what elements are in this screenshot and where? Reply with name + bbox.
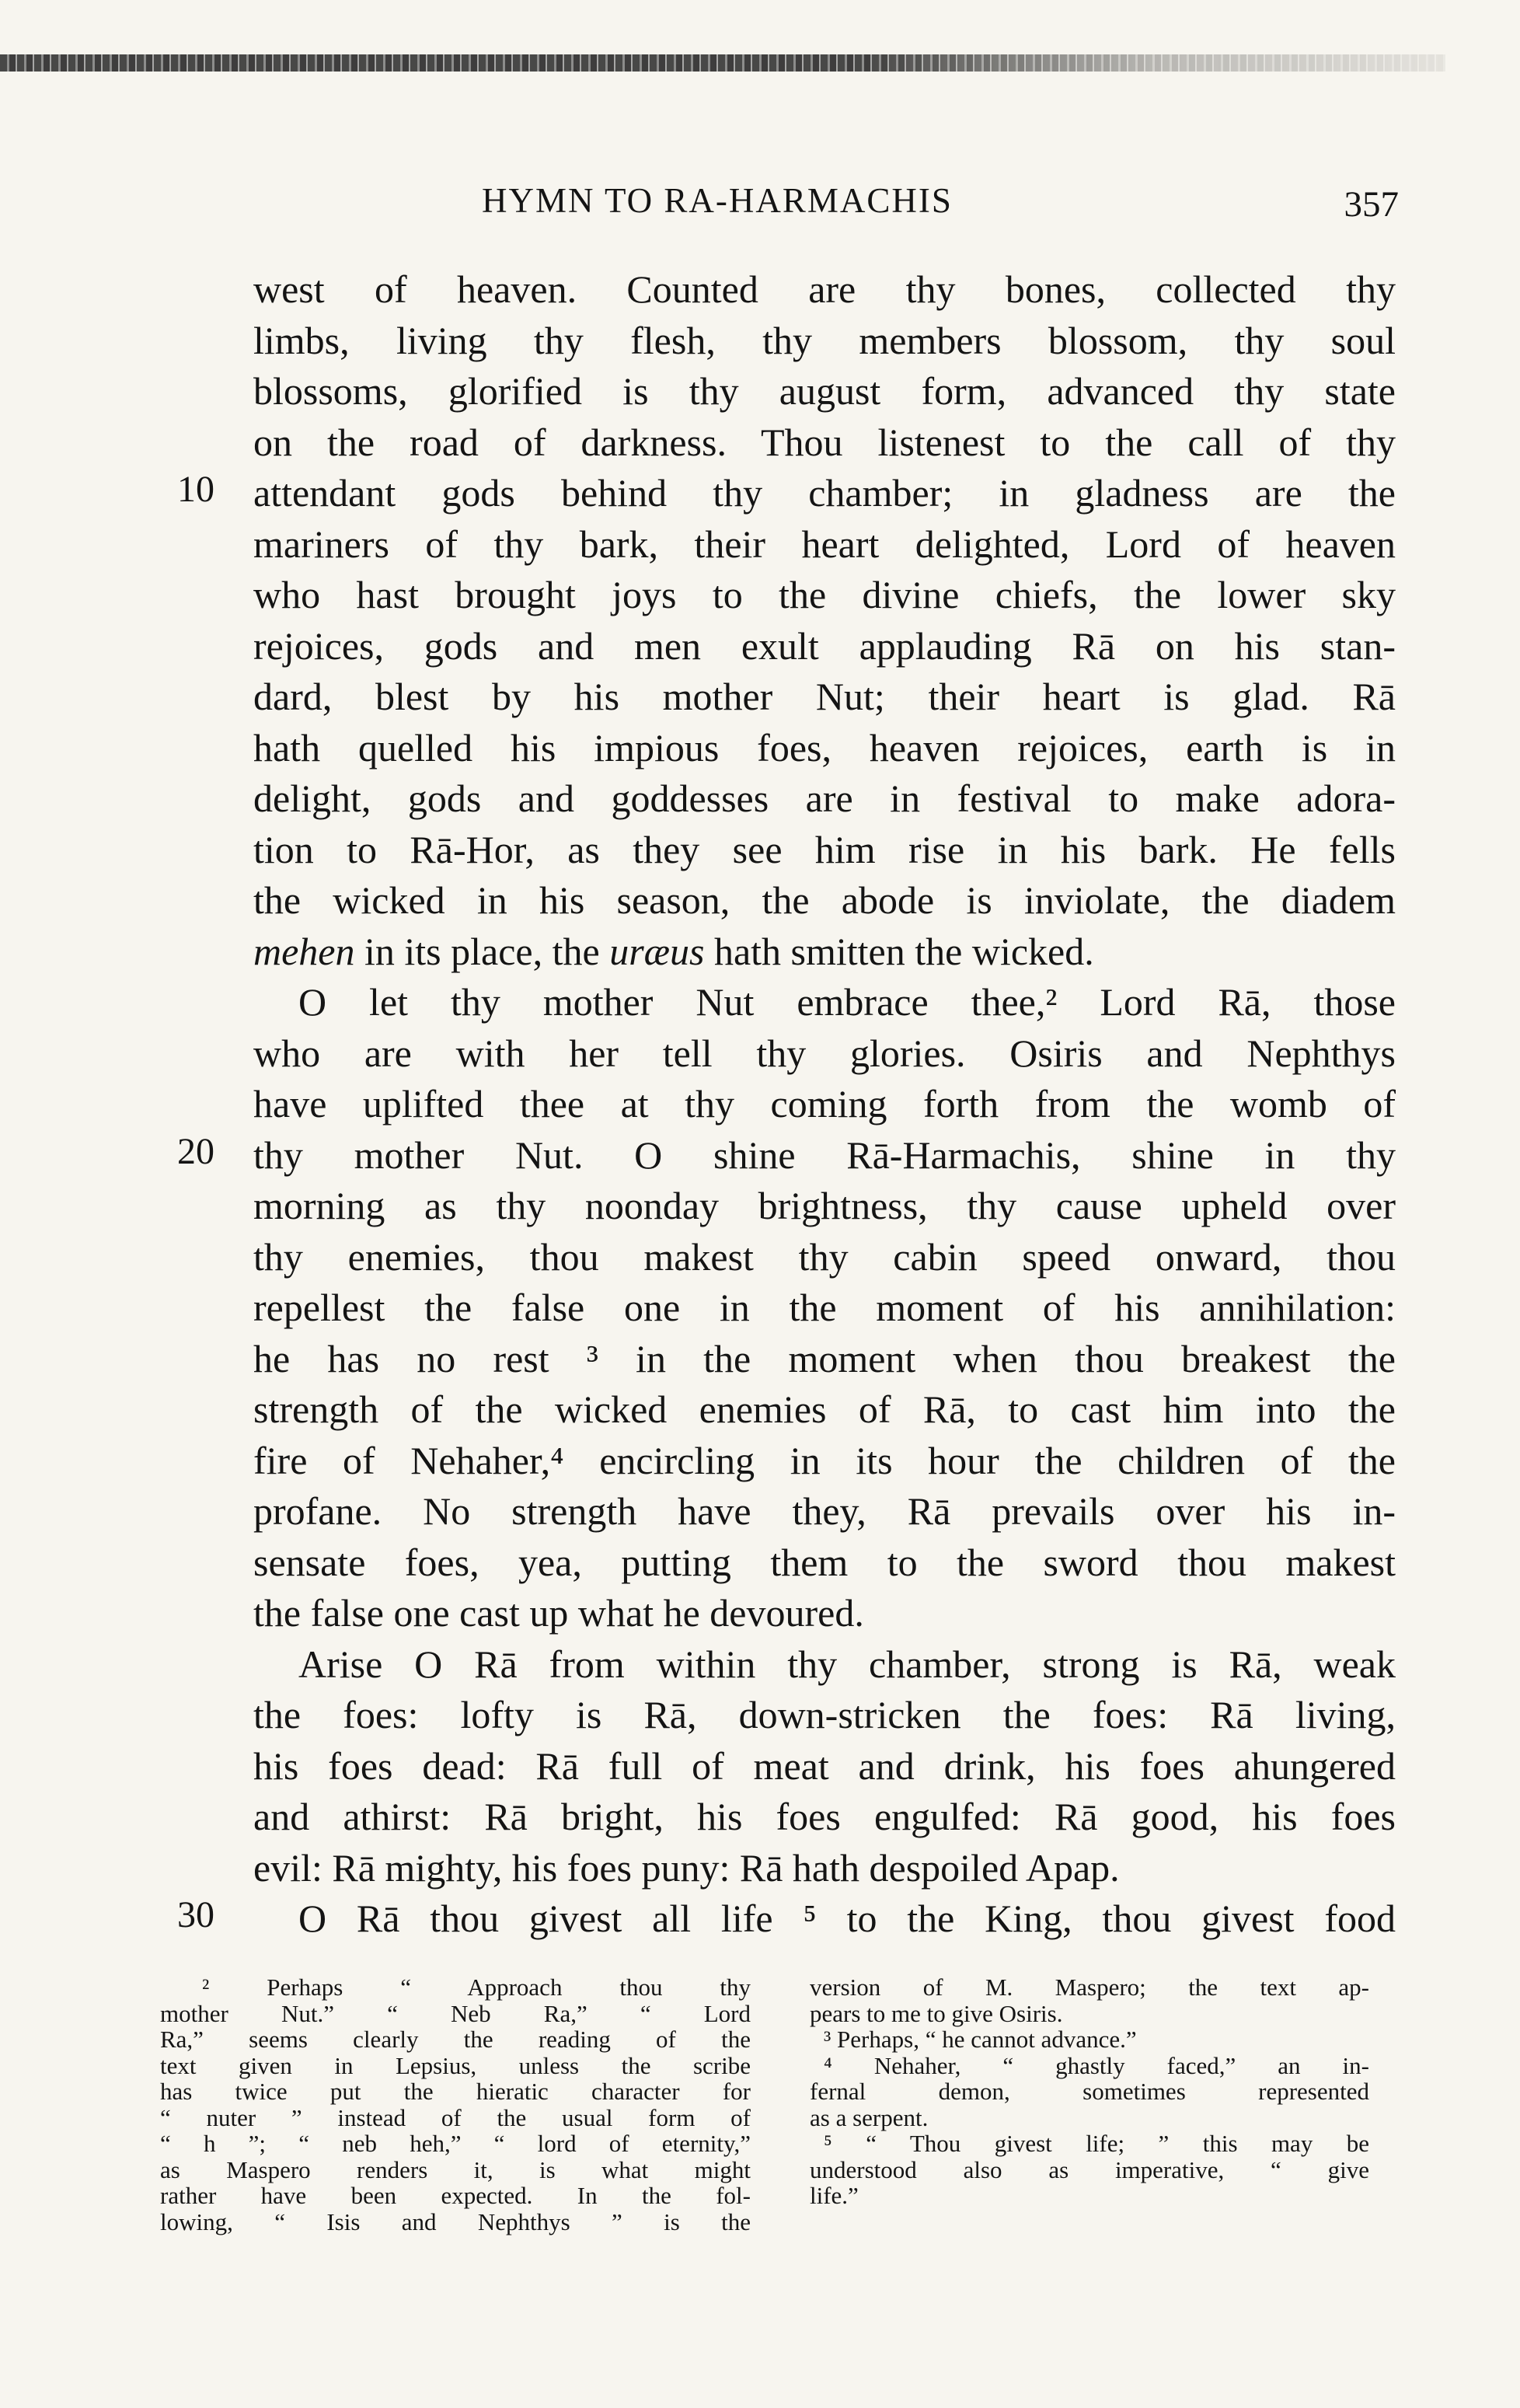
text-line: who hast brought joys to the divine chiefs, the lower sky (253, 573, 1396, 616)
paragraph-start: O let thy mother Nut embrace thee,² Lord Rā, those (298, 980, 1396, 1024)
text-line: profane. No strength have they, Rā prevails over his in- (253, 1489, 1396, 1533)
footnote-line: ⁴ Nehaher, “ ghastly faced,” an in- (824, 2051, 1369, 2079)
line-with-number (177, 1130, 1396, 1181)
text-line: the wicked in his season, the abode is inviolate, the diadem (253, 878, 1396, 922)
text-line: fire of Nehaher,⁴ encircling in its hour the children of the (253, 1438, 1396, 1482)
text-line: hath quelled his impious foes, heaven rejoices, earth is in (253, 725, 1396, 770)
text-line: west of heaven. Counted are thy bones, collected thy (253, 267, 1396, 311)
paragraph-start: O Rā thou givest all life ⁵ to the King, thou givest food (298, 1897, 1396, 1940)
footnote-line: “ h ”; “ neb heh,” “ lord of eternity,” (160, 2130, 751, 2157)
footnote-line: as Maspero renders it, is what might (160, 2155, 751, 2183)
footnote-line: version of M. Maspero; the text ap- (810, 1974, 1369, 2001)
footnote-line: pears to me to give Osiris. (810, 1999, 1063, 2027)
footnote-line: as a serpent. (810, 2103, 929, 2131)
footnote-line: ² Perhaps “ Approach thou thy (202, 1974, 751, 2001)
text-line-italic-terms (253, 927, 1396, 978)
text-line: sensate foes, yea, putting them to the sword thou makest (253, 1540, 1396, 1584)
footnote-line: life.” (810, 2182, 859, 2209)
text-line: tion to Rā-Hor, as they see him rise in his bark. He fells (253, 827, 1396, 871)
footnote-line: rather have been expected. In the fol- (160, 2182, 751, 2209)
text-line: evil: Rā mighty, his foes puny: Rā hath despoiled Apap. (253, 1845, 1120, 1890)
footnote-line: Ra,” seems clearly the reading of the (160, 2026, 751, 2053)
text-line: blossoms, glorified is thy august form, advanced thy state (253, 369, 1396, 413)
footnote-line: mother Nut.” “ Neb Ra,” “ Lord (160, 1999, 751, 2027)
body-text (177, 264, 1396, 1945)
footnote-line: text given in Lepsius, unless the scribe (160, 2051, 751, 2079)
paragraph-start: Arise O Rā from within thy chamber, strong is Rā, weak (298, 1642, 1396, 1686)
text-line: limbs, living thy flesh, thy members blossom, thy soul (253, 318, 1396, 362)
text-line: have uplifted thee at thy coming forth from the womb of (253, 1082, 1396, 1125)
scan-edge-artifact (0, 54, 1445, 72)
line-with-number (177, 468, 1396, 519)
footnote-line: has twice put the hieratic character for (160, 2078, 751, 2105)
text-line: morning as thy noonday brightness, thy cause upheld over (253, 1184, 1396, 1227)
text-line: strength of the wicked enemies of Rā, to cast him into the (253, 1387, 1396, 1431)
line-with-number (177, 1893, 1396, 1945)
text-line: thy enemies, thou makest thy cabin speed onward, thou (253, 1234, 1396, 1279)
text-line: the false one cast up what he devoured. (253, 1591, 864, 1635)
footnote-line: fernal demon, sometimes represented (810, 2078, 1369, 2105)
text-line: on the road of darkness. Thou listenest to the call of thy (253, 420, 1396, 464)
text-line: attendant gods behind thy chamber; in gladness are the (253, 471, 1396, 515)
line-number: 20 (177, 1130, 214, 1172)
text-line: and athirst: Rā bright, his foes engulfed: Rā good, his foes (253, 1795, 1396, 1838)
text-line: the foes: lofty is Rā, down-stricken the foes: Rā living, (253, 1693, 1396, 1736)
page-number: 357 (1344, 184, 1399, 225)
italic-term: uræus (609, 929, 705, 973)
page-header (256, 180, 1399, 235)
text-line: he has no rest ³ in the moment when thou breakest the (253, 1336, 1396, 1380)
text-line: dard, blest by his mother Nut; their heart is glad. Rā (253, 675, 1396, 718)
running-title: HYMN TO RA-HARMACHIS (482, 181, 953, 220)
text-line: rejoices, gods and men exult applauding Rā on his stan- (253, 623, 1396, 668)
text-fragment: in its place, the (364, 929, 600, 973)
footnote-line: lowing, “ Isis and Nephthys ” is the (160, 2207, 751, 2235)
footnote-line: “ nuter ” instead of the usual form of (160, 2103, 751, 2131)
footnote-line: ³ Perhaps, “ he cannot advance.” (824, 2026, 1137, 2053)
text-line: thy mother Nut. O shine Rā-Harmachis, shine in thy (253, 1132, 1396, 1177)
footnote-line: understood also as imperative, “ give (810, 2155, 1369, 2183)
text-line: delight, gods and goddesses are in festival to make adora- (253, 776, 1396, 820)
text-fragment: hath smitten the wicked. (713, 929, 1094, 973)
text-line: who are with her tell thy glories. Osiris and Nephthys (253, 1031, 1396, 1075)
footnote-column-right (810, 1974, 1369, 2209)
footnote-column-left (160, 1974, 751, 2235)
italic-term: mehen (253, 929, 355, 973)
text-line: his foes dead: Rā full of meat and drink, his foes ahungered (253, 1743, 1396, 1788)
text-line: mariners of thy bark, their heart delighted, Lord of heaven (253, 522, 1396, 566)
line-number: 10 (177, 469, 214, 510)
line-number: 30 (177, 1894, 214, 1935)
footnote-line: ⁵ “ Thou givest life; ” this may be (824, 2130, 1369, 2157)
text-line: repellest the false one in the moment of his annihilation: (253, 1286, 1396, 1329)
